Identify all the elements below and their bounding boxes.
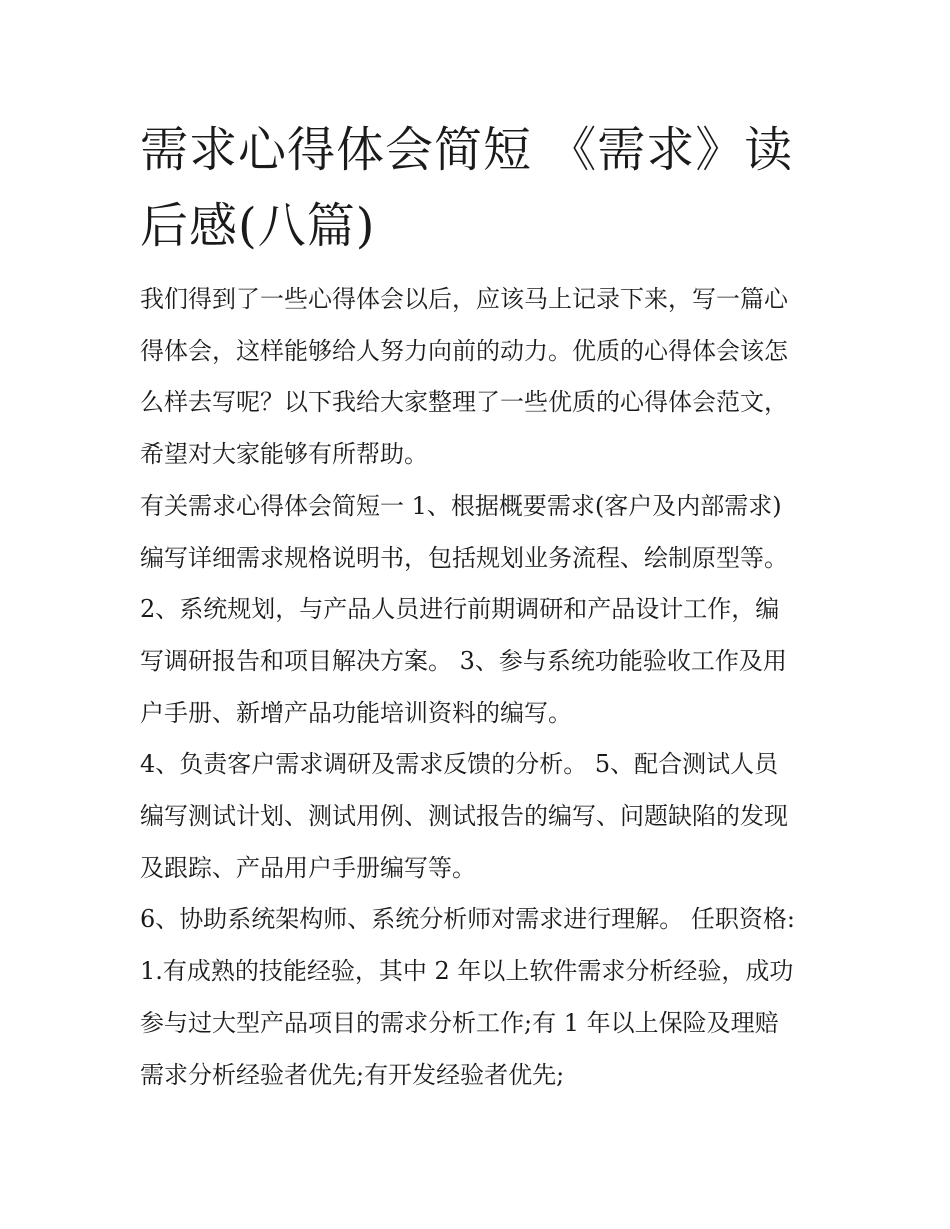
title-line: 后感(八篇) <box>140 198 376 254</box>
body-paragraph <box>140 894 830 1101</box>
body-paragraph <box>140 739 830 894</box>
text-line: 我们得到了一些心得体会以后，应该马上记录下来，写一篇心 <box>140 285 788 313</box>
text-line: 及跟踪、产品用户手册编写等。 <box>140 853 476 882</box>
text-line: 得体会，这样能够给人努力向前的动力。优质的心得体会该怎 <box>140 336 788 365</box>
text-line: 写调研报告和项目解决方案。 3、参与系统功能验收工作及用 <box>140 646 787 675</box>
text-line: 4、负责客户需求调研及需求反馈的分析。 5、配合测试人员 <box>140 750 779 779</box>
text-line: 编写详细需求规格说明书，包括规划业务流程、绘制原型等。 <box>140 543 788 572</box>
intro-paragraph <box>140 274 830 481</box>
text-line: 需求分析经验者优先;有开发经验者优先; <box>140 1060 565 1089</box>
text-line: 希望对大家能够有所帮助。 <box>140 440 428 469</box>
text-line: 参与过大型产品项目的需求分析工作;有 1 年以上保险及理赔 <box>140 1008 779 1037</box>
document-body <box>140 274 830 1101</box>
text-line: 户手册、新增产品功能培训资料的编写。 <box>140 698 572 727</box>
text-line: 2、系统规划，与产品人员进行前期调研和产品设计工作，编 <box>140 595 780 624</box>
text-line: 么样去写呢？以下我给大家整理了一些优质的心得体会范文， <box>140 388 788 417</box>
body-paragraph <box>140 584 830 739</box>
title-line: 需求心得体会简短 《需求》读 <box>140 122 794 178</box>
text-line: 编写测试计划、测试用例、测试报告的编写、问题缺陷的发现 <box>140 802 788 831</box>
text-line: 6、协助系统架构师、系统分析师对需求进行理解。 任职资格: <box>140 905 795 934</box>
text-line: 有关需求心得体会简短一 1、根据概要需求(客户及内部需求) <box>140 491 782 520</box>
text-line: 1.有成熟的技能经验，其中 2 年以上软件需求分析经验，成功 <box>140 957 794 986</box>
document-title <box>140 112 830 264</box>
body-paragraph <box>140 481 830 584</box>
